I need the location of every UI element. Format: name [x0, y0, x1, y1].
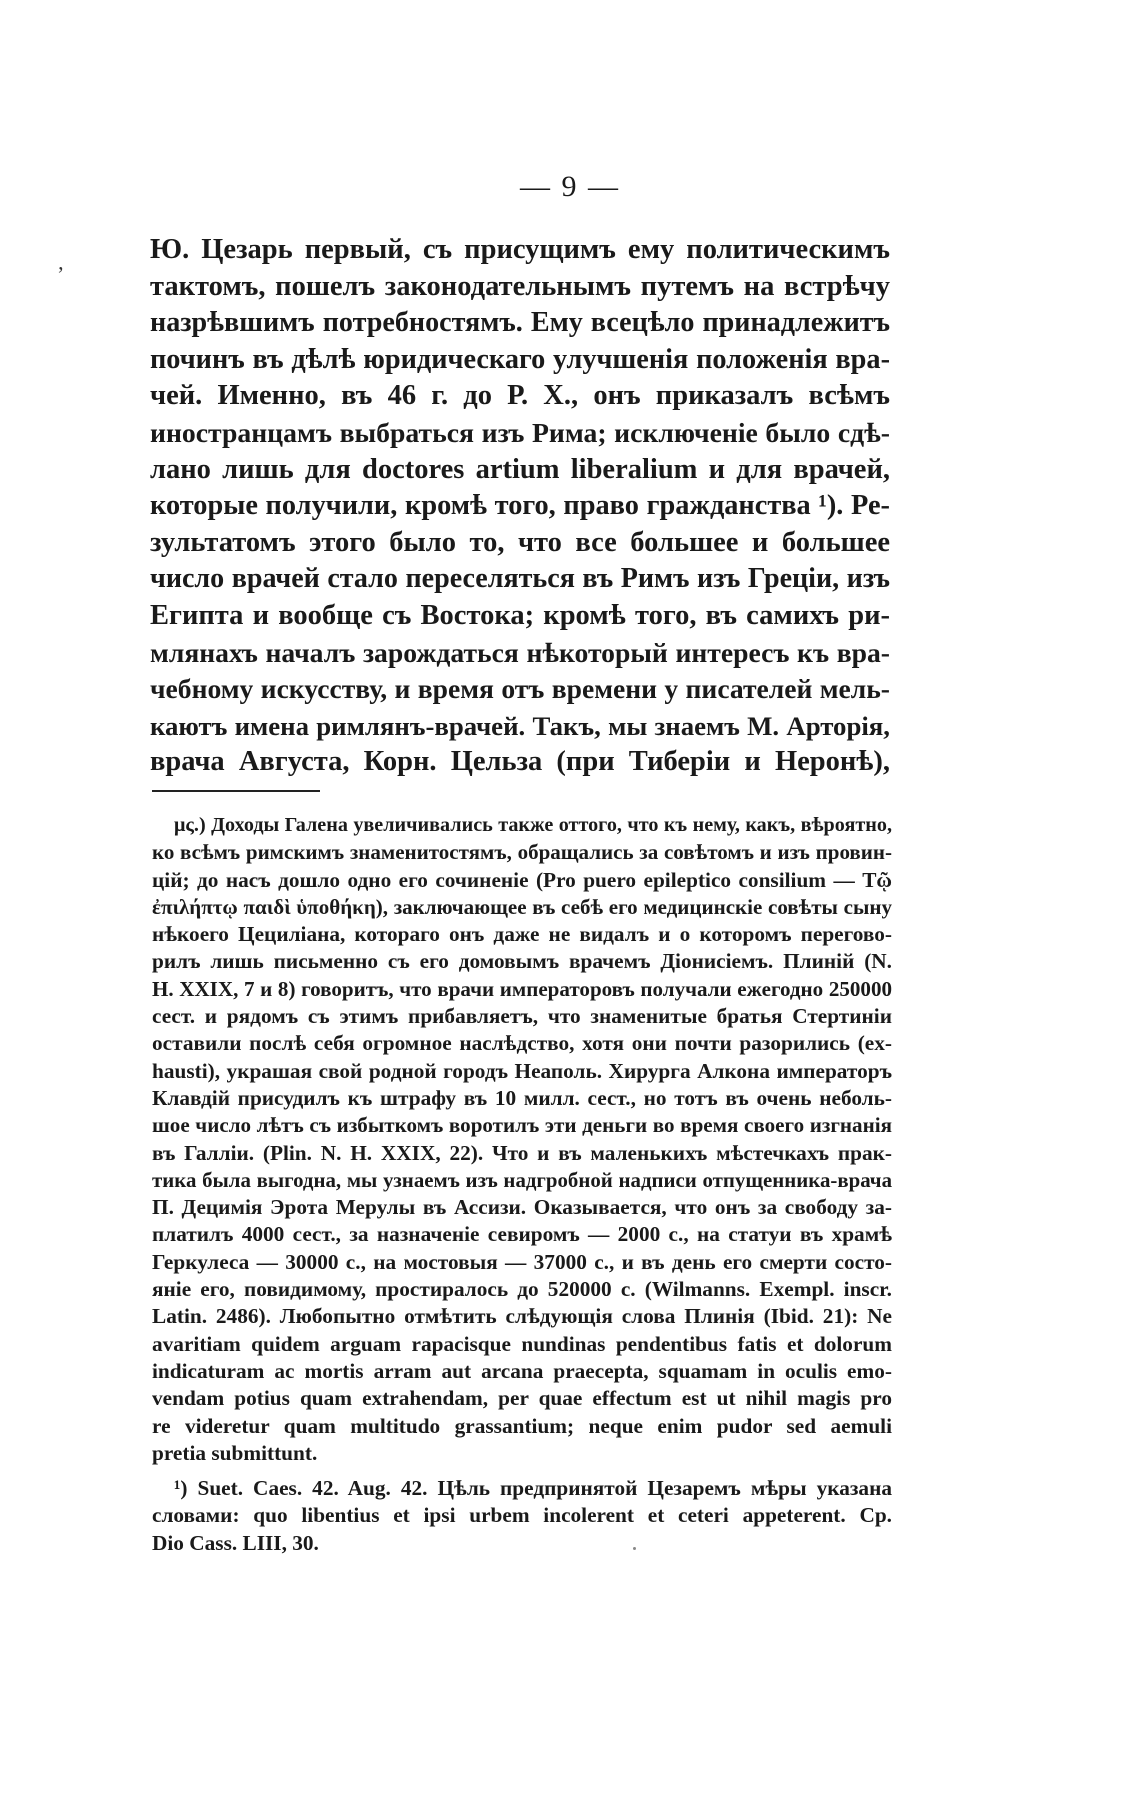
- footnote-line: рилъ лишь письменно съ его домовымъ врачемъ Діонисіемъ. Плиній (N.: [152, 949, 892, 974]
- main-text: [150, 232, 890, 781]
- footnote-line: re videretur quam multitudo grassantium; neque enim pudor sed aemuli: [152, 1413, 892, 1438]
- body-line: чей. Именно, въ 46 г. до Р. Х., онъ приказалъ всѣмъ: [150, 380, 890, 412]
- body-line: которые получили, кромѣ того, право гражданства ¹). Ре-: [150, 490, 890, 522]
- body-line: иностранцамъ выбраться изъ Рима; исключеніе было сдѣ-: [150, 416, 890, 448]
- footnote-line: цій; до насъ дошло одно его сочиненіе (Pro puero epileptico consilium — Τῷ: [152, 867, 892, 892]
- footnote-line: μς.) Доходы Галена увеличивались также оттого, что къ нему, какъ, вѣроятно,: [174, 814, 892, 836]
- footnotes: [152, 812, 892, 1557]
- stray-mark: ʼ: [57, 262, 65, 287]
- footnote-1: [152, 1475, 892, 1557]
- body-line: лано лишь для doctores artium liberalium и для врачей,: [150, 453, 890, 485]
- footnote-line: Клавдій присудилъ къ штрафу въ 10 милл. сест., но тотъ въ очень неболь-: [152, 1085, 892, 1110]
- body-line: каютъ имена римлянъ-врачей. Такъ, мы знаемъ М. Арторія,: [150, 710, 890, 741]
- footnote-line: Latin. 2486). Любопытно отмѣтить слѣдующія слова Плинія (Ibid. 21): Ne: [152, 1304, 892, 1329]
- footnote-line: въ Галліи. (Plin. N. H. XXIX, 22). Что и въ маленькихъ мѣстечкахъ прак-: [152, 1140, 892, 1165]
- footnote-line: ¹) Suet. Caes. 42. Aug. 42. Цѣль предпринятой Цезаремъ мѣры указана: [174, 1476, 892, 1501]
- body-line: Ю. Цезарь первый, съ присущимъ ему политическимъ: [150, 234, 890, 265]
- footnote-continued: [152, 812, 892, 1467]
- footnote-line: платилъ 4000 сест., за назначеніе севиромъ — 2000 с., на статуи въ храмѣ: [152, 1222, 892, 1247]
- body-line: млянахъ началъ зарождаться нѣкоторый интересъ къ вра-: [150, 636, 890, 668]
- footnote-line: indicaturam ac mortis arram aut arcana praecepta, squamam in oculis emo-: [152, 1358, 892, 1383]
- footnote-line: тика была выгодна, мы узнаемъ изъ надгробной надписи отпущенника-врача: [152, 1167, 892, 1192]
- footnote-line: нѣкоего Цециліана, котораго онъ даже не видалъ и о которомъ перегово-: [152, 922, 892, 947]
- footnote-line: шое число лѣтъ съ избыткомъ воротилъ эти деньги во время своего изгнанія: [152, 1113, 892, 1138]
- footnote-rule: [152, 790, 320, 792]
- footnote-line: vendam potius quam extrahendam, per quae effectum est ut nihil magis pro: [152, 1386, 892, 1411]
- footnote-line: Геркулеса — 30000 с., на мостовыя — 37000 с., и въ день его смерти состо-: [152, 1249, 892, 1274]
- body-line: врача Августа, Корн. Цельза (при Тиберіи и Неронѣ),: [150, 746, 890, 778]
- footnote-line: яніе его, повидимому, простиралось до 520000 с. (Wilmanns. Exempl. inscr.: [152, 1277, 892, 1302]
- body-line: зультатомъ этого было то, что все большее и большее: [150, 526, 890, 558]
- footnote-line: Dio Cass. LIII, 30.: [152, 1530, 319, 1555]
- stray-dot: [633, 1547, 636, 1550]
- page-number: — 9 —: [520, 170, 620, 203]
- footnote-line: hausti), украшая свой родной городъ Неаполь. Хирурга Алкона императоръ: [152, 1058, 892, 1083]
- body-line: число врачей стало переселяться въ Римъ изъ Греціи, изъ: [150, 563, 890, 595]
- footnote-line: ἐπιλήπτῳ παιδὶ ὑποθήκη), заключающее въ себѣ его медицинскіе совѣты сыну: [152, 894, 892, 919]
- footnote-line: pretia submittunt.: [152, 1440, 318, 1465]
- footnote-line: ко всѣмъ римскимъ знаменитостямъ, обращались за совѣтомъ и изъ провин-: [152, 840, 892, 865]
- footnote-line: словами: quo libentius et ipsi urbem incolerent et ceteri appeterent. Cp.: [152, 1503, 892, 1528]
- footnote-line: H. XXIX, 7 и 8) говоритъ, что врачи императоровъ получали ежегодно 250000: [152, 976, 892, 1001]
- body-line: назрѣвшимъ потребностямъ. Ему всецѣло принадлежитъ: [150, 307, 890, 339]
- footnote-line: оставили послѣ себя огромное наслѣдство, хотя они почти разорились (ex-: [152, 1031, 892, 1056]
- footnote-line: сест. и рядомъ съ этимъ прибавляетъ, что знаменитые братья Стертиніи: [152, 1004, 892, 1029]
- body-line: тактомъ, пошелъ законодательнымъ путемъ на встрѣчу: [150, 270, 890, 302]
- body-line: чебному искусству, и время отъ времени у писателей мель-: [150, 673, 890, 705]
- body-line: починъ въ дѣлѣ юридическаго улучшенія положенія вра-: [150, 343, 890, 375]
- footnote-line: П. Децимія Эрота Мерулы въ Ассизи. Оказывается, что онъ за свободу за-: [152, 1195, 892, 1220]
- footnote-line: avaritiam quidem arguam rapacisque nundinas pendentibus fatis et dolorum: [152, 1331, 892, 1356]
- body-line: Египта и вообще съ Востока; кромѣ того, въ самихъ ри-: [150, 599, 890, 631]
